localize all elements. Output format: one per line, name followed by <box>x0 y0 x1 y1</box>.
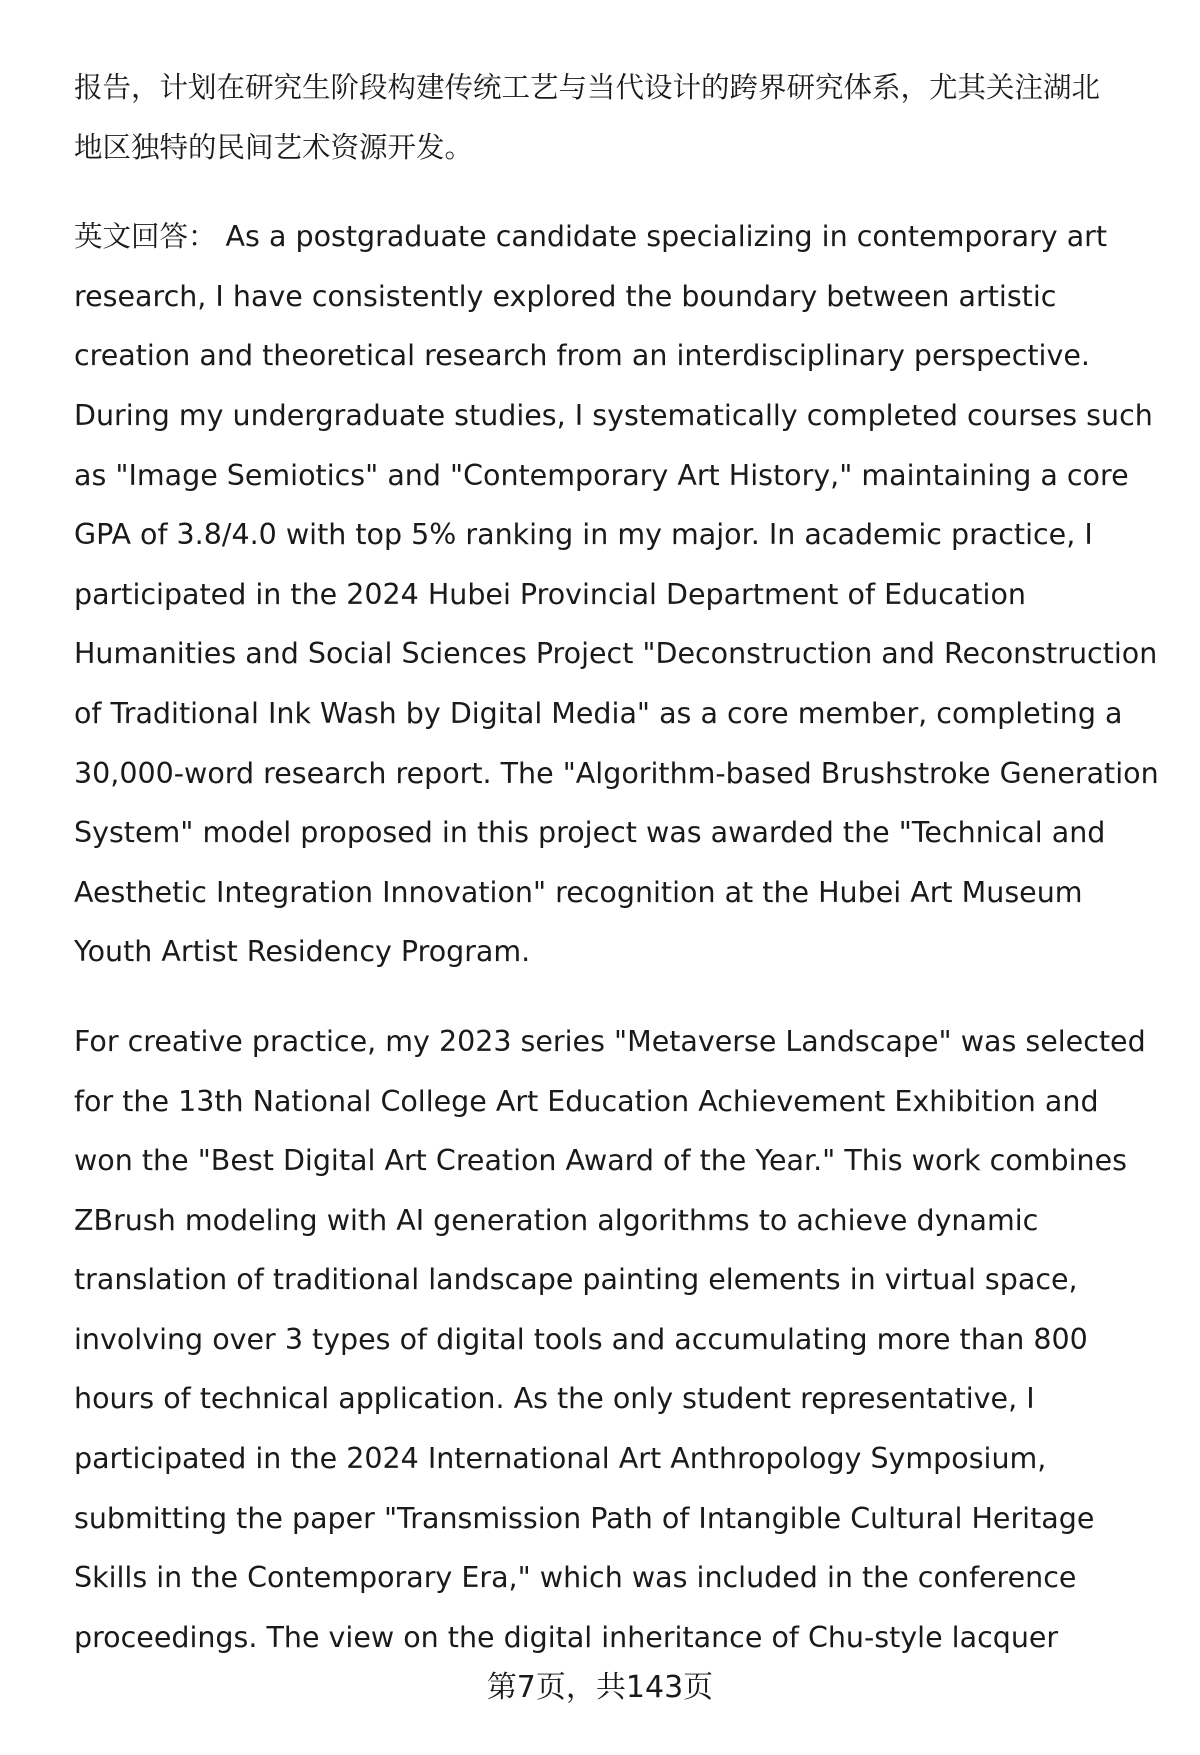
text-line: Skills in the Contemporary Era," which was included in the conference <box>74 1561 1077 1595</box>
text-line: proceedings. The view on the digital inheritance of Chu-style lacquer <box>74 1620 1059 1654</box>
text-line: participated in the 2024 Hubei Provincial Department of Education <box>74 577 1026 611</box>
text-line: 报告，计划在研究生阶段构建传统工艺与当代设计的跨界研究体系，尤其关注湖北 <box>74 71 1101 104</box>
text-line: During my undergraduate studies, I systematically completed courses such <box>74 398 1153 432</box>
text-line: submitting the paper "Transmission Path of Intangible Cultural Heritage <box>74 1501 1095 1535</box>
text-line: 地区独特的民间艺术资源开发。 <box>74 130 474 164</box>
page-number: 第7页，共143页 <box>486 1670 714 1705</box>
text-line: 30,000-word research report. The "Algorithm-based Brushstroke Generation <box>74 756 1159 790</box>
text-line: System" model proposed in this project was awarded the "Technical and <box>74 816 1106 850</box>
paragraph-creative-practice <box>74 1012 1154 1668</box>
paragraph-english-answer <box>74 207 1159 982</box>
text-line: GPA of 3.8/4.0 with top 5% ranking in my major. In academic practice, I <box>74 518 1093 552</box>
document-body <box>74 58 1159 1667</box>
text-line: involving over 3 types of digital tools and accumulating more than 800 <box>74 1322 1088 1356</box>
text-line: For creative practice, my 2023 series "Metaverse Landscape" was selected <box>74 1024 1146 1058</box>
text-line: Aesthetic Integration Innovation" recognition at the Hubei Art Museum <box>74 875 1083 909</box>
text-line: of Traditional Ink Wash by Digital Media" as a core member, completing a <box>74 696 1123 730</box>
text-line: research, I have consistently explored the boundary between artistic <box>74 279 1057 313</box>
text-line: Youth Artist Residency Program. <box>74 935 531 969</box>
text-line: Humanities and Social Sciences Project "Deconstruction and Reconstruction <box>74 637 1158 671</box>
text-line: creation and theoretical research from an interdisciplinary perspective. <box>74 339 1090 373</box>
text-line: for the 13th National College Art Education Achievement Exhibition and <box>74 1084 1099 1118</box>
text-line: ZBrush modeling with AI generation algorithms to achieve dynamic <box>74 1203 1039 1237</box>
text-line: hours of technical application. As the only student representative, I <box>74 1382 1035 1416</box>
text-line: as "Image Semiotics" and "Contemporary Art History," maintaining a core <box>74 458 1129 492</box>
text-line: 英文回答： As a postgraduate candidate specializing in contemporary art <box>74 220 1108 254</box>
text-line: translation of traditional landscape painting elements in virtual space, <box>74 1263 1078 1297</box>
text-line: participated in the 2024 International Art Anthropology Symposium, <box>74 1442 1047 1476</box>
paragraph-chinese <box>74 58 1154 177</box>
text-line: won the "Best Digital Art Creation Award of the Year." This work combines <box>74 1144 1127 1178</box>
